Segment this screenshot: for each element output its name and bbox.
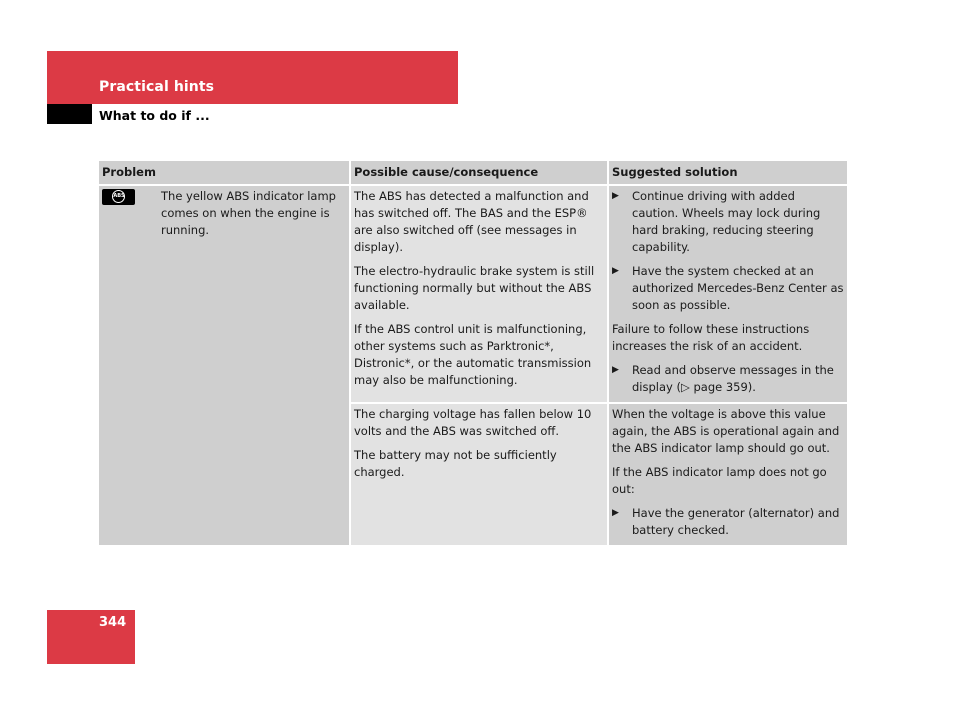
cause-paragraph: The battery may not be sufficiently charged. <box>354 448 557 479</box>
solution-paragraph: If the ABS indicator lamp does not go out: <box>612 465 827 496</box>
solution-bullet-text: Have the generator (alternator) and battery checked. <box>632 506 840 537</box>
column-header-cause: Possible cause/consequence <box>350 161 608 185</box>
column-header-problem: Problem <box>99 161 350 185</box>
solution-bullet-text: Have the system checked at an authorized Mercedes-Benz Center as soon as possible. <box>632 264 844 312</box>
solution-bullet <box>612 188 844 256</box>
cause-paragraph: If the ABS control unit is malfunctioning, other systems such as Parktronic*, Distronic*, or the automatic transmission may also be malfunctioning. <box>354 322 592 387</box>
section-title: Practical hints <box>99 79 215 95</box>
solution-bullet <box>612 505 844 539</box>
page-number: 344 <box>99 615 127 630</box>
header-bar <box>47 51 458 104</box>
cause-paragraph: The electro-hydraulic brake system is still functioning normally but without the ABS available. <box>354 264 595 312</box>
section-tab-marker <box>47 104 92 124</box>
bullet-arrow-icon: ▶ <box>612 266 619 276</box>
solution-warning-note: Failure to follow these instructions increases the risk of an accident. <box>612 322 810 353</box>
problem-text: The yellow ABS indicator lamp comes on when the engine is running. <box>161 189 336 237</box>
troubleshooting-table <box>99 161 847 545</box>
cause-paragraph: The ABS has detected a malfunction and has switched off. The BAS and the ESP® are also switched off (see messages in display). <box>354 189 589 254</box>
solution-bullet <box>612 263 844 314</box>
solution-cell <box>608 403 847 545</box>
solution-bullet-text: Continue driving with added caution. Wheels may lock during hard braking, reducing steering capability. <box>632 189 821 254</box>
column-header-solution: Suggested solution <box>608 161 847 185</box>
solution-cell <box>608 185 847 403</box>
problem-cell <box>99 185 350 545</box>
bullet-arrow-icon: ▶ <box>612 365 619 375</box>
solution-paragraph: When the voltage is above this value again, the ABS is operational again and the ABS indicator lamp should go out. <box>612 407 840 455</box>
subsection-title: What to do if ... <box>99 108 210 123</box>
bullet-arrow-icon: ▶ <box>612 191 619 201</box>
cause-paragraph: The charging voltage has fallen below 10 volts and the ABS was switched off. <box>354 407 592 438</box>
solution-bullet-text: Read and observe messages in the display (▷ page 359). <box>632 363 834 394</box>
abs-indicator-icon: ABS <box>102 189 135 205</box>
bullet-arrow-icon: ▶ <box>612 508 619 518</box>
table-row <box>99 185 847 403</box>
cause-cell <box>350 185 608 403</box>
table-header-row <box>99 161 847 185</box>
solution-bullet <box>612 362 844 396</box>
cause-cell <box>350 403 608 545</box>
